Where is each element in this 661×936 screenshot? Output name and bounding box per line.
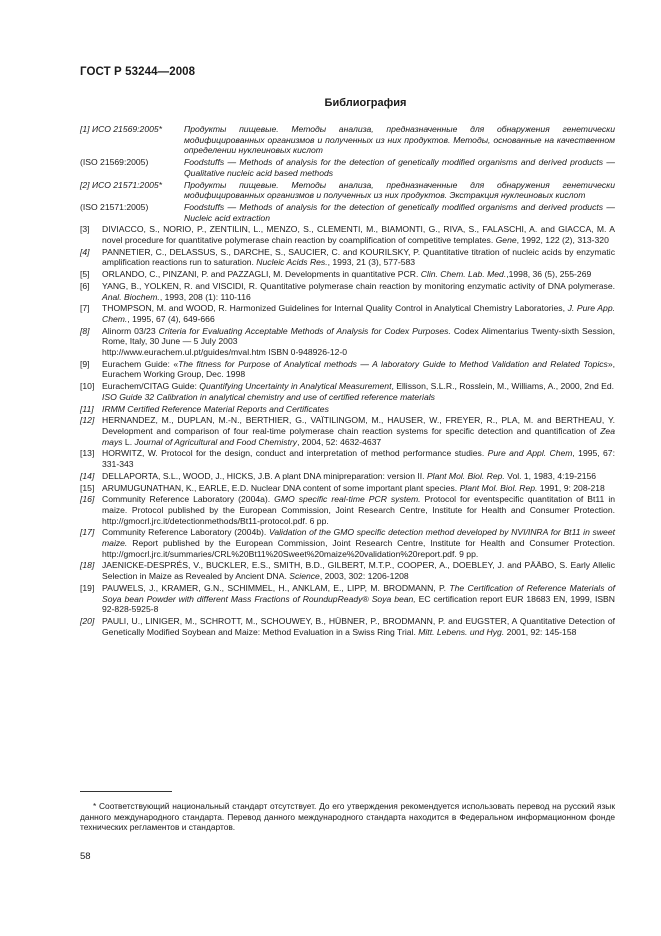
entry-text-italic: Validation of the GMO specific detection method developed by NVI/INRA for Bt11 in sweet maize. <box>102 527 615 549</box>
entry-text-segment: ,1998, 36 (5), 255-269 <box>506 269 592 280</box>
entry-text-italic: Mitt. Lebens. und Hyg. <box>418 626 505 637</box>
entry-text-segment: , 1993, 21 (3), 577-583 <box>327 257 416 268</box>
page-title <box>0 97 661 109</box>
entry-text-italic: Продукты пищевые. Методы анализа, предназначенные для обнаружения генетически модифицированных организмов и полученных из них продуктов. Экстракция нуклеиновых кислот <box>184 179 615 201</box>
entry-text <box>102 281 615 302</box>
bibliography-entry <box>80 404 615 415</box>
entry-key: [18] <box>80 560 95 571</box>
entry-key: [10] <box>80 381 95 392</box>
entry-key: [20] <box>80 615 95 626</box>
entry-text <box>102 404 615 415</box>
entry-text-italic: Plant Mol. Biol. Rep. <box>459 482 538 493</box>
entry-text <box>184 157 615 178</box>
bibliography-entry <box>80 494 615 526</box>
entry-text-segment: Protocol for eventspecific quantitation of Bt11 in maize. Protocol published by the European Commission, Joint Research Centre, Institute for Health and Consumer Protection. http://gmocrl.jrc.it/detectionmethods/Bt11-protocol.pdf. 6 pp. <box>102 494 616 526</box>
entry-text-segment: Community Reference Laboratory (2004b). <box>102 527 269 538</box>
entry-text <box>102 381 615 402</box>
entry-text-segment: ARUMUGUNATHAN, K., EARLE, E.D. Nuclear DNA content of some important plant species. <box>102 482 460 493</box>
entry-text-segment: , 1995, 67: 331-343 <box>102 448 615 470</box>
entry-text-segment: Vol. 1, 1983, 4:19-2156 <box>504 470 597 481</box>
entry-text-segment: HERNANDEZ, M., DUPLAN, M.-N., BERTHIER, G., VAÏTILINGOM, M., HAUSER, W., FREYER, R., PLA, M. and BERTHEAU, Y. Development and comparison of four real-time polymerase chain reaction systems for specific detection and quantification of <box>102 415 615 436</box>
entry-text-segment: PANNETIER, C., DELASSUS, S., DARCHE, S., SAUCIER, C. and KOURILSKY, P. Quantitative titration of nucleic acids by enzymatic amplification reactions run to saturation. <box>102 246 615 268</box>
entry-text-italic: ISO Guide 32 Calibration in analytical chemistry and use of certified reference materials <box>102 391 435 402</box>
entry-text <box>102 448 615 469</box>
entry-text-italic: Foodstuffs — Methods of analysis for the detection of genetically modified organisms and derived products — Qualitative nucleic acid based methods <box>184 157 615 178</box>
entry-key: [5] <box>80 269 90 280</box>
entry-text <box>184 202 615 223</box>
entry-key: [3] <box>80 224 90 235</box>
entry-text-italic: Pure and Appl. Chem <box>487 448 573 459</box>
bibliography-entry <box>80 326 615 358</box>
entry-text <box>102 359 615 380</box>
entry-text-italic: Продукты пищевые. Методы анализа, предназначенные для обнаружения генетически модифицированных организмов и полученных из них продуктов. Методы, основанные на качественном определении нуклеиновых кислот <box>184 124 615 156</box>
footnote: * Соответствующий национальный стандарт отсутствует. До его утверждения рекомендуется использовать перевод на русский язык данного международного стандарта. Перевод данного международного стандарта находится в Федеральном информационном фонде технических регламентов и стандартов. <box>80 801 615 833</box>
entry-key: [2] ИСО 21571:2005* <box>80 179 163 190</box>
standard-header: ГОСТ Р 53244—2008 <box>80 66 196 78</box>
entry-key: [11] <box>80 403 94 414</box>
entry-text-italic: Science <box>289 571 320 582</box>
entry-key: [13] <box>80 448 95 459</box>
bibliography-entry <box>80 415 615 447</box>
entry-text-italic: IRMM Certified Reference Material Reports and Certificates <box>102 403 329 414</box>
bibliography-entry <box>80 224 615 245</box>
entry-text-segment: JAENICKE-DESPRÉS, V., BUCKLER, E.S., SMITH, B.D., GILBERT, M.T.P., COOPER, A., DOEBLEY, J. and PÄÄBO, S. Early Allelic Selection in Maize as Revealed by Ancient DNA. <box>102 560 615 582</box>
entry-key: [19] <box>80 582 95 593</box>
entry-key: [8] <box>80 325 90 336</box>
entry-text-italic: Gene <box>495 235 517 246</box>
footnote-divider <box>80 791 172 792</box>
entry-text <box>102 303 615 324</box>
entry-text-segment: YANG, B., YOLKEN, R. and VISCIDI, R. Quantitative polymerase chain reaction by monitoring enzymatic activity of DNA polymerase. <box>102 280 615 291</box>
entry-key: [12] <box>80 415 95 426</box>
entry-key: [17] <box>80 527 95 538</box>
entry-text <box>102 471 615 482</box>
bibliography-entry <box>80 359 615 380</box>
entry-text <box>102 269 615 280</box>
entry-text <box>102 494 615 526</box>
entry-text-segment: , 1993, 208 (1): 110-116 <box>159 291 251 302</box>
entry-text <box>102 583 615 615</box>
entry-text-italic: Clin. Chem. Lab. Med. <box>420 269 507 280</box>
entry-text-segment: Eurachem Guide: « <box>102 358 179 369</box>
entry-text-segment: , Ellisson, S.L.R., Rosslein, M., Williams, A., 2000, 2nd Ed. <box>391 381 615 392</box>
entry-text-segment: L. <box>122 436 135 447</box>
entry-text-segment: ORLANDO, C., PINZANI, P. and PAZZAGLI, M. Developments in quantitative PCR. <box>102 269 421 280</box>
entry-text <box>102 247 615 268</box>
entry-text <box>102 483 615 494</box>
entry-text-italic: The fitness for Purpose of Analytical methods — A laboratory Guide to Method Validation and Related Topics <box>178 358 608 369</box>
entry-text-italic: Anal. Biochem. <box>102 291 160 302</box>
bibliography-entry <box>80 583 615 615</box>
entry-text-segment: PAUWELS, J., KRAMER, G.N., SCHIMMEL, H., ANKLAM, E., LIPP, M. BRODMANN, P. <box>102 582 450 593</box>
page-number: 58 <box>80 851 91 862</box>
entry-text-segment: , 2004, 52: 4632-4637 <box>297 436 382 447</box>
entry-text <box>102 326 615 358</box>
bibliography-list <box>80 124 615 638</box>
entry-text <box>102 415 615 447</box>
entry-text-segment: http://www.eurachem.ul.pt/guides/mval.htm ISBN 0-948926-12-0 <box>102 347 348 358</box>
entry-text-segment: Community Reference Laboratory (2004a). <box>102 494 275 505</box>
bibliography-entry <box>80 269 615 280</box>
entry-text-italic: GMO specific real-time PCR system. <box>274 494 421 505</box>
entry-key: [9] <box>80 358 90 369</box>
entry-text-italic: Journal of Agricultural and Food Chemistry <box>134 436 298 447</box>
bibliography-entry <box>80 124 615 156</box>
entry-text-segment: Alinorm 03/23 <box>102 325 159 336</box>
entry-key: [6] <box>80 280 90 291</box>
entry-text-segment: Eurachem/CITAG Guide: <box>102 381 200 392</box>
bibliography-entry <box>80 616 615 637</box>
bibliography-entry <box>80 202 615 223</box>
bibliography-entry <box>80 560 615 581</box>
bibliography-title: Библиография <box>324 97 407 109</box>
entry-text-segment: DELLAPORTA, S.L., WOOD, J., HICKS, J.B. A plant DNA minipreparation: version II. <box>102 470 427 481</box>
entry-text-segment: , 1995, 67 (4), 649-666 <box>127 313 215 324</box>
bibliography-entry <box>80 281 615 302</box>
entry-key: [4] <box>80 246 90 257</box>
entry-text-segment: EC certification report EUR 18683 EN, 1999, ISBN 92-828-5925-8 <box>102 593 615 615</box>
entry-text-italic: Quantifying Uncertainty in Analytical Measurement <box>199 381 392 392</box>
entry-text-segment: Report published by the European Commission, Joint Research Centre, Institute for Health and Consumer Protection. http://gmocrl.jrc.it/summaries/CRL%20Bt11%20Sweet%20maize%20validation%20report.pdf. 9 pp. <box>102 538 615 559</box>
entry-text-segment: PAULI, U., LINIGER, M., SCHROTT, M., SCHOUWEY, B., HÜBNER, P., BRODMANN, P. and EUGSTER, A Quantitative Detection of Genetically Modified Soybean and Maize: Method Evaluation in a Swiss Ring Trial. <box>102 615 615 637</box>
entry-text-segment: , 2003, 302: 1206-1208 <box>319 571 409 582</box>
entry-text-segment: DIVIACCO, S., NORIO, P., ZENTILIN, L., MENZO, S., CLEMENTI, M., BIAMONTI, G., RIVA, S., FALASCHI, A. and GIACCA, M. A novel procedure for quantitative polymerase chain reaction by coamplification of competitive templates. <box>102 224 615 246</box>
entry-key: [7] <box>80 303 90 314</box>
entry-key: (ISO 21569:2005) <box>80 157 149 168</box>
bibliography-entry <box>80 157 615 178</box>
entry-key: [1] ИСО 21569:2005* <box>80 124 163 134</box>
entry-key: [14] <box>80 470 95 481</box>
entry-text-italic: Nucleic Acids Res. <box>256 257 328 268</box>
bibliography-entry <box>80 471 615 482</box>
entry-text-segment: HORWITZ, W. Protocol for the design, conduct and interpretation of method performance studies. <box>102 448 488 459</box>
entry-text <box>102 224 615 245</box>
entry-text-italic: Criteria for Evaluating Acceptable Methods of Analysis for Codex Purposes. <box>158 325 451 336</box>
bibliography-entry <box>80 180 615 201</box>
entry-text <box>184 180 615 201</box>
entry-text-segment: Codex Alimentarius Twenty-sixth Session, Rome, Italy, 30 June — 5 July 2003 <box>102 325 616 347</box>
entry-text-segment: , 1992, 122 (2), 313-320 <box>516 235 609 246</box>
entry-text-italic: Zea mays <box>102 425 615 447</box>
bibliography-entry <box>80 448 615 469</box>
bibliography-entry <box>80 303 615 324</box>
entry-text-italic: Foodstuffs — Methods of analysis for the detection of genetically modified organisms and derived products — Nucleic acid extraction <box>184 201 615 223</box>
entry-text-italic: J. Pure App. Chem. <box>102 303 615 324</box>
entry-text-italic: The Certification of Reference Materials of Soya bean Powder with different Mass Fractions of RoundupReady® Soya bean, <box>102 582 615 604</box>
entry-text-italic: Plant Mol. Biol. Rep. <box>426 470 505 481</box>
entry-text-segment: 2001, 92: 145-158 <box>504 626 577 637</box>
entry-text <box>102 616 615 637</box>
entry-key: [15] <box>80 482 95 493</box>
bibliography-entry <box>80 527 615 559</box>
entry-text <box>102 560 615 581</box>
entry-text <box>184 124 615 156</box>
entry-text <box>102 527 615 559</box>
entry-key: [16] <box>80 494 95 505</box>
bibliography-entry <box>80 247 615 268</box>
entry-text-segment: », Eurachem Working Group, Dec. 1998 <box>102 358 615 380</box>
bibliography-entry <box>80 381 615 402</box>
entry-text-segment: THOMPSON, M. and WOOD, R. Harmonized Guidelines for Internal Quality Control in Analytical Chemistry Laboratories, <box>102 303 568 314</box>
entry-text-segment: 1991, 9: 208-218 <box>537 482 605 493</box>
bibliography-entry <box>80 483 615 494</box>
entry-key: (ISO 21571:2005) <box>80 201 149 212</box>
